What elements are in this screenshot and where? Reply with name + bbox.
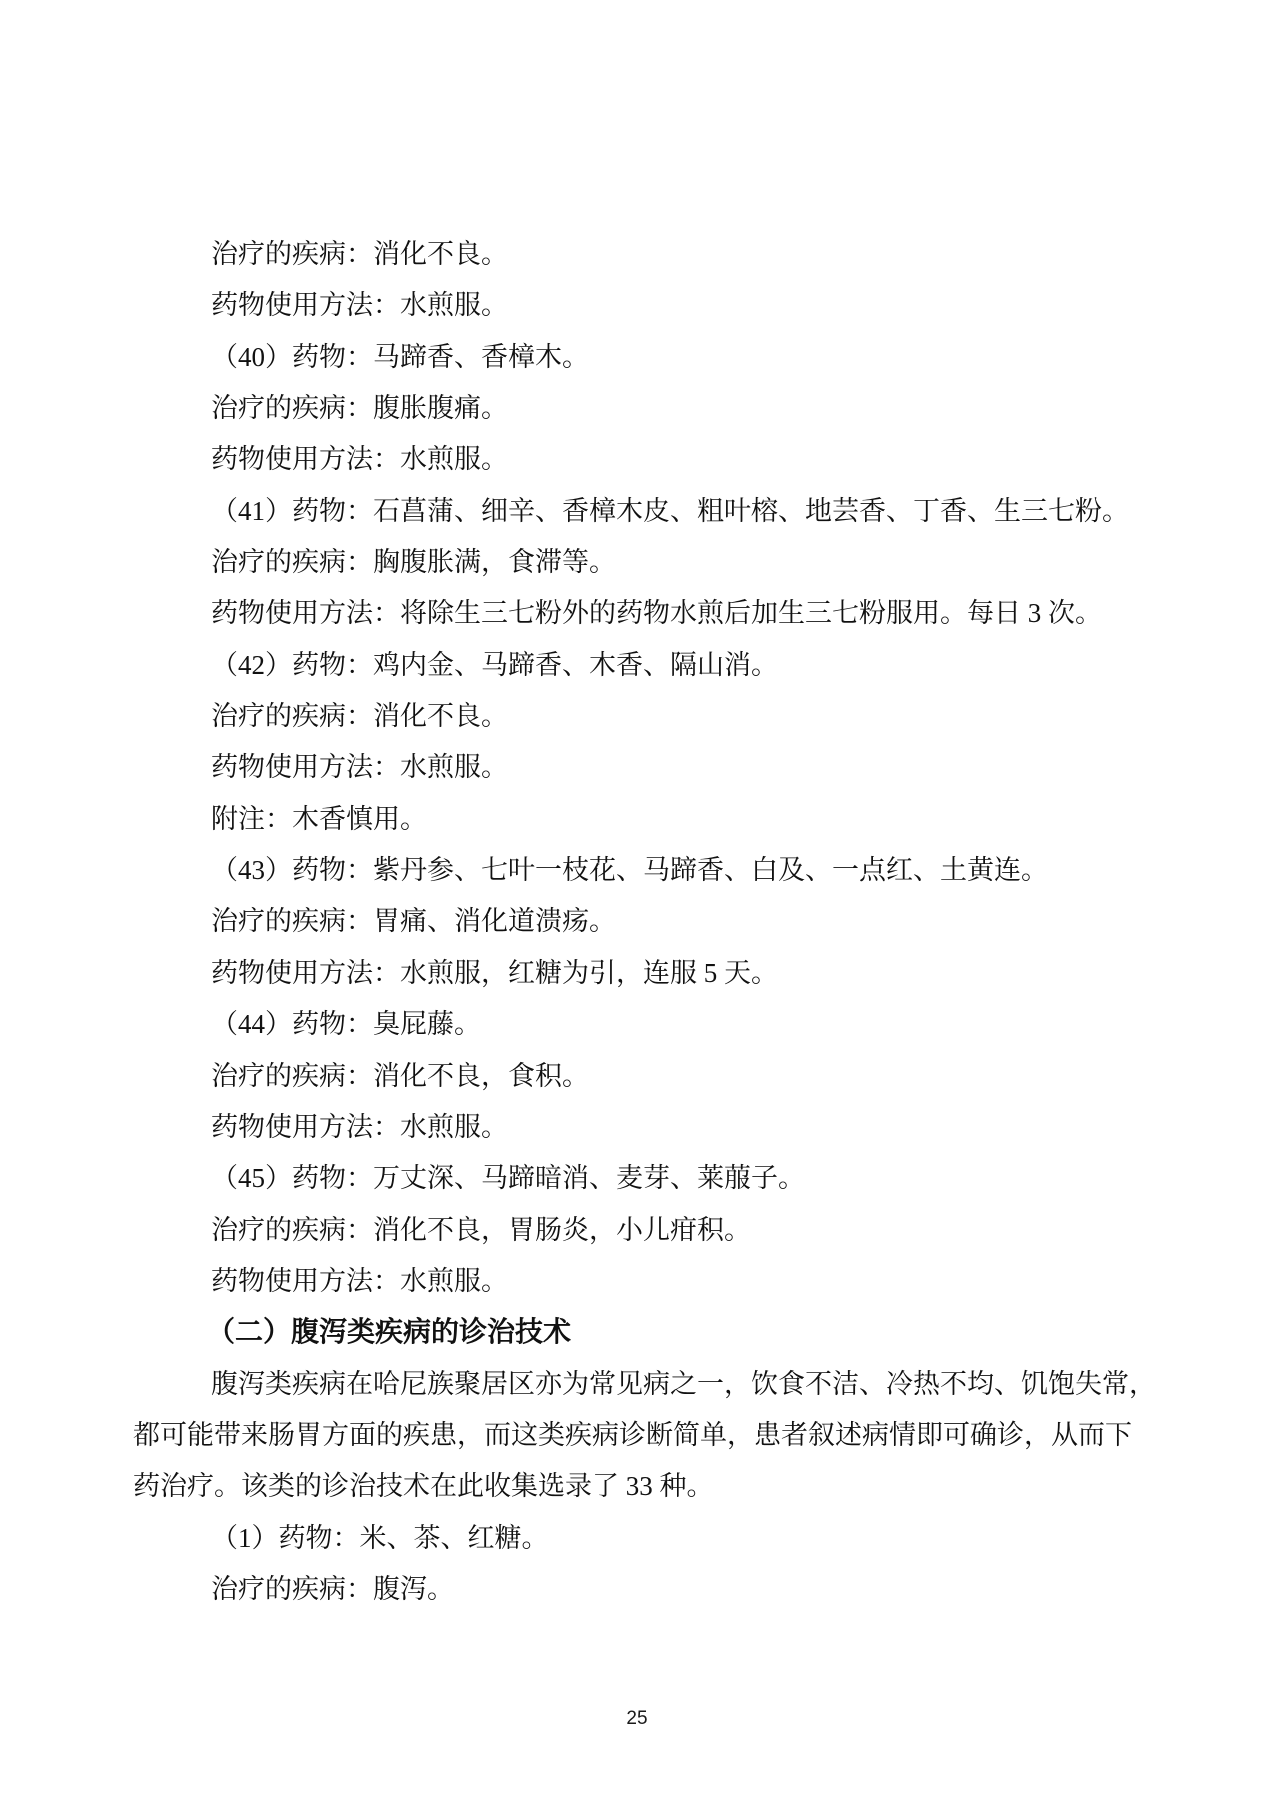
text-line: （42）药物：鸡内金、马蹄香、木香、隔山消。 <box>211 649 778 680</box>
text-line: 药物使用方法：水煎服。 <box>211 1111 508 1142</box>
text-line: 治疗的疾病：消化不良，胃肠炎，小儿疳积。 <box>211 1214 751 1245</box>
page-body <box>133 229 1156 1615</box>
text-line: 药物使用方法：水煎服，红糖为引，连服 5 天。 <box>211 957 778 988</box>
text-line: 附注：木香慎用。 <box>211 803 427 834</box>
text-line: 治疗的疾病：胃痛、消化道溃疡。 <box>211 906 616 937</box>
text-line: 药物使用方法：水煎服。 <box>211 752 508 783</box>
text-line: 都可能带来肠胃方面的疾患，而这类疾病诊断简单，患者叙述病情即可确诊，从而下 <box>133 1419 1132 1450</box>
text-line: （1）药物：米、茶、红糖。 <box>211 1522 549 1553</box>
page-number: 25 <box>626 1708 648 1729</box>
text-line: 药物使用方法：水煎服。 <box>211 444 508 475</box>
text-line: （45）药物：万丈深、马蹄暗消、麦芽、莱菔子。 <box>211 1163 805 1194</box>
text-line: 治疗的疾病：腹泻。 <box>211 1573 454 1604</box>
text-line: 药物使用方法：水煎服。 <box>211 1265 508 1296</box>
text-line: 治疗的疾病：消化不良。 <box>211 701 508 732</box>
text-line: 治疗的疾病：腹胀腹痛。 <box>211 393 508 424</box>
text-line: 腹泻类疾病在哈尼族聚居区亦为常见病之一，饮食不洁、冷热不均、饥饱失常， <box>211 1368 1156 1399</box>
text-line: 治疗的疾病：消化不良。 <box>211 239 508 269</box>
text-line: （44）药物：臭屁藤。 <box>211 1009 481 1040</box>
text-line: （43）药物：紫丹参、七叶一枝花、马蹄香、白及、一点红、土黄连。 <box>211 855 1048 886</box>
text-line: 药物使用方法：水煎服。 <box>211 290 508 321</box>
text-line: 药物使用方法：将除生三七粉外的药物水煎后加生三七粉服用。每日 3 次。 <box>211 598 1102 629</box>
page-footer <box>0 1708 1274 1730</box>
text-line: 药治疗。该类的诊治技术在此收集选录了 33 种。 <box>133 1471 714 1502</box>
text-line: （40）药物：马蹄香、香樟木。 <box>211 341 589 372</box>
text-line: 治疗的疾病：胸腹胀满，食滞等。 <box>211 547 616 578</box>
text-line: 治疗的疾病：消化不良，食积。 <box>211 1060 589 1091</box>
text-line: （41）药物：石菖蒲、细辛、香樟木皮、粗叶榕、地芸香、丁香、生三七粉。 <box>211 495 1129 526</box>
section-heading: （二）腹泻类疾病的诊治技术 <box>207 1317 572 1349</box>
